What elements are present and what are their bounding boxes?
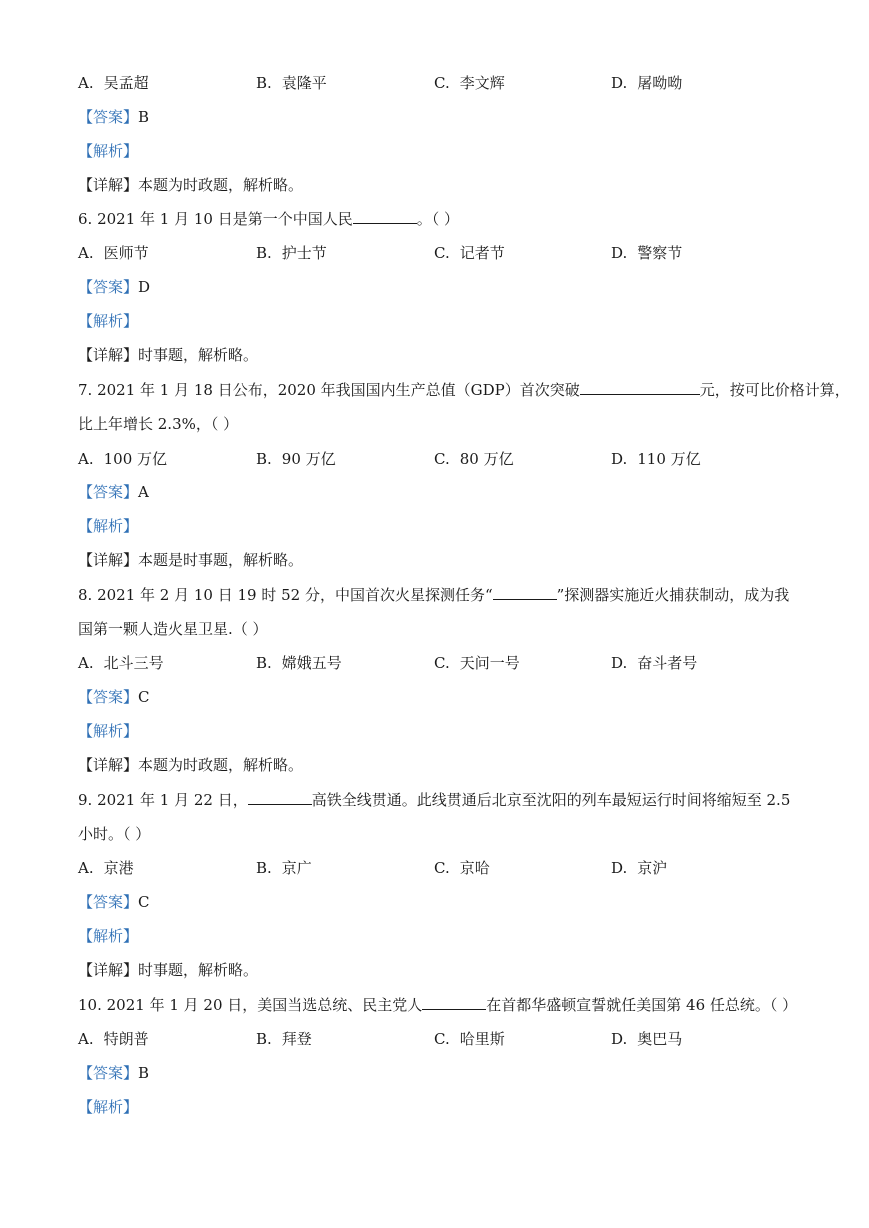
q10-option-a: A. 特朗普 — [78, 1030, 149, 1048]
q6-analysis-heading: 【解析】 — [78, 312, 139, 330]
q9-blank — [248, 790, 312, 805]
q10-analysis-heading: 【解析】 — [78, 1098, 139, 1116]
q8-blank — [493, 585, 557, 600]
q9-options — [78, 858, 798, 878]
q9-detail: 【详解】时事题，解析略。 — [78, 961, 259, 979]
q8-options — [78, 653, 798, 673]
q9-option-b: B. 京广 — [256, 859, 312, 877]
q10-options — [78, 1029, 798, 1049]
q5-answer: 【答案】B — [78, 108, 150, 126]
q7-option-b: B. 90 万亿 — [256, 450, 336, 468]
q8-stem-line2: 国第一颗人造火星卫星.（ ） — [78, 620, 268, 638]
q5-option-b: B. 袁隆平 — [256, 74, 327, 92]
q10-stem: 10. 2021 年 1 月 20 日，美国当选总统、民主党人 在首都华盛顿宣誓就任美国第 46 任总统。（ ） — [78, 996, 798, 1014]
q8-stem: 8. 2021 年 2 月 10 日 19 时 52 分，中国首次火星探测任务“ ”探测器实施近火捕获制动，成为我 — [78, 586, 790, 604]
q7-option-c: C. 80 万亿 — [434, 450, 514, 468]
q7-option-a: A. 100 万亿 — [78, 450, 168, 468]
q8-option-a: A. 北斗三号 — [78, 654, 164, 672]
q8-option-b: B. 嫦娥五号 — [256, 654, 342, 672]
q9-answer: 【答案】C — [78, 893, 150, 911]
q6-answer: 【答案】D — [78, 278, 151, 296]
q8-answer: 【答案】C — [78, 688, 150, 706]
q6-stem: 6. 2021 年 1 月 10 日是第一个中国人民 。（ ） — [78, 210, 460, 228]
q6-option-a: A. 医师节 — [78, 244, 149, 262]
q7-options — [78, 449, 798, 469]
q10-blank — [422, 995, 486, 1010]
q6-option-d: D. 警察节 — [611, 244, 683, 262]
q9-stem: 9. 2021 年 1 月 22 日， 高铁全线贯通。此线贯通后北京至沈阳的列车最短运行时间将缩短至 2.5 — [78, 791, 791, 809]
q6-detail: 【详解】时事题，解析略。 — [78, 346, 259, 364]
q7-answer: 【答案】A — [78, 483, 149, 501]
q5-options — [78, 73, 798, 93]
q5-analysis-heading: 【解析】 — [78, 142, 139, 160]
q9-option-d: D. 京沪 — [611, 859, 668, 877]
q7-stem-line2: 比上年增长 2.3%，（ ） — [78, 415, 239, 433]
q8-analysis-heading: 【解析】 — [78, 722, 139, 740]
q10-option-b: B. 拜登 — [256, 1030, 312, 1048]
q5-detail: 【详解】本题为时政题，解析略。 — [78, 176, 304, 194]
q6-options — [78, 243, 798, 263]
q9-option-a: A. 京港 — [78, 859, 134, 877]
q10-option-d: D. 奥巴马 — [611, 1030, 683, 1048]
q5-option-a: A. 吴孟超 — [78, 74, 149, 92]
q9-option-c: C. 京哈 — [434, 859, 490, 877]
q10-option-c: C. 哈里斯 — [434, 1030, 505, 1048]
q8-option-c: C. 天问一号 — [434, 654, 520, 672]
q7-stem: 7. 2021 年 1 月 18 日公布，2020 年我国国内生产总值（GDP）首次突破 元，按可比价格计算， — [78, 381, 850, 399]
q8-detail: 【详解】本题为时政题，解析略。 — [78, 756, 304, 774]
q6-option-c: C. 记者节 — [434, 244, 505, 262]
q7-analysis-heading: 【解析】 — [78, 517, 139, 535]
q6-blank — [353, 209, 417, 224]
q9-analysis-heading: 【解析】 — [78, 927, 139, 945]
q9-stem-line2: 小时。（ ） — [78, 825, 151, 843]
q7-option-d: D. 110 万亿 — [611, 450, 701, 468]
q5-option-d: D. 屠呦呦 — [611, 74, 683, 92]
q6-option-b: B. 护士节 — [256, 244, 327, 262]
q7-blank — [580, 380, 700, 395]
q10-answer: 【答案】B — [78, 1064, 150, 1082]
q5-option-c: C. 李文辉 — [434, 74, 505, 92]
q7-detail: 【详解】本题是时事题，解析略。 — [78, 551, 304, 569]
q8-option-d: D. 奋斗者号 — [611, 654, 698, 672]
